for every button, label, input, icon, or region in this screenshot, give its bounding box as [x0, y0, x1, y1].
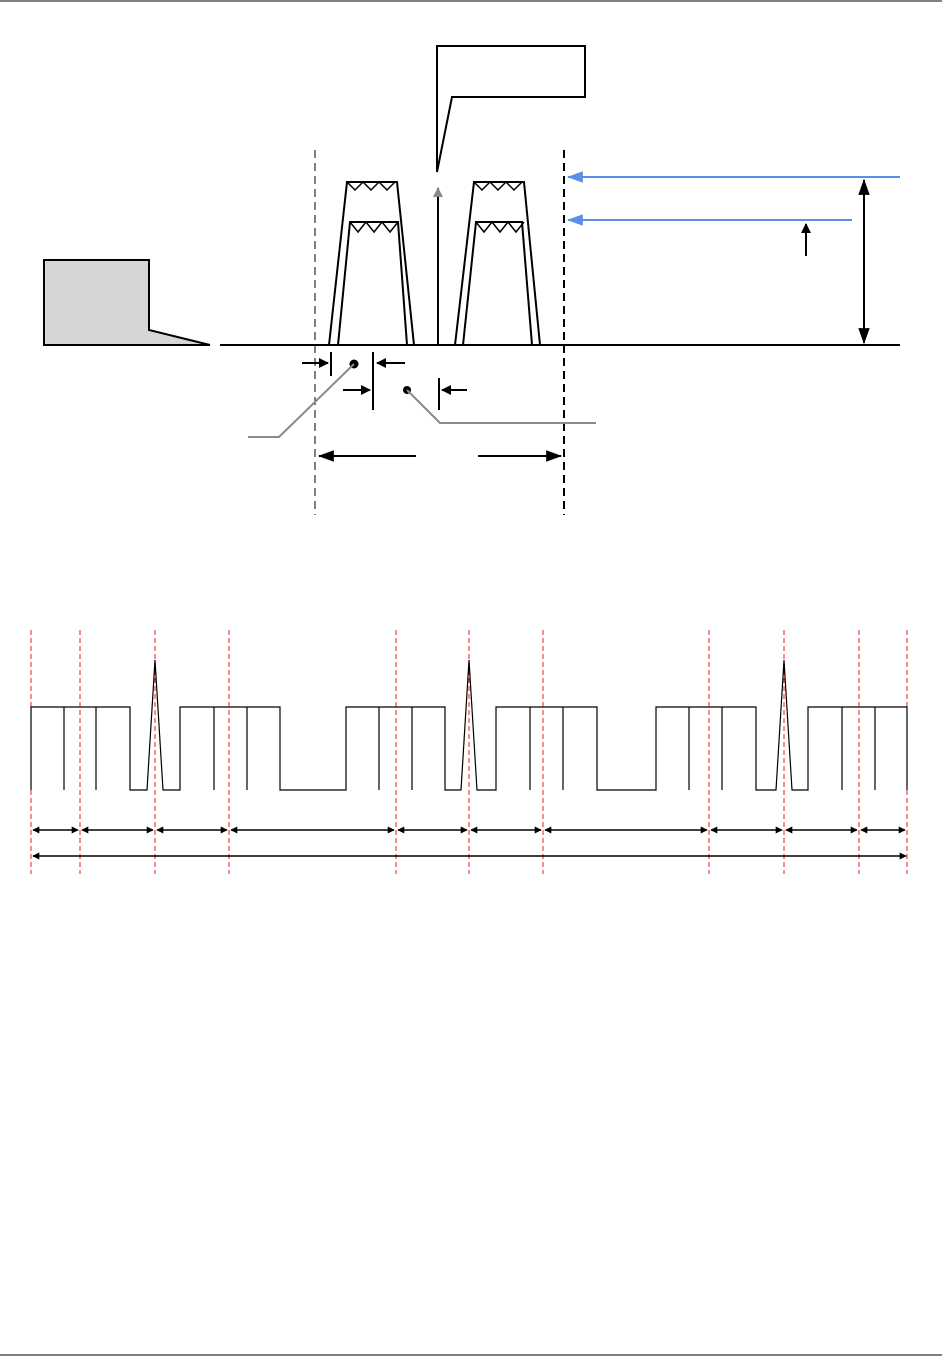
leader-b	[407, 390, 596, 423]
lower-diagram	[31, 630, 907, 874]
gray-block-icon	[44, 260, 210, 345]
callout-box	[437, 46, 585, 172]
right-block	[455, 182, 540, 345]
left-block	[329, 182, 414, 345]
upper-diagram	[44, 46, 900, 515]
leader-a	[248, 364, 354, 437]
